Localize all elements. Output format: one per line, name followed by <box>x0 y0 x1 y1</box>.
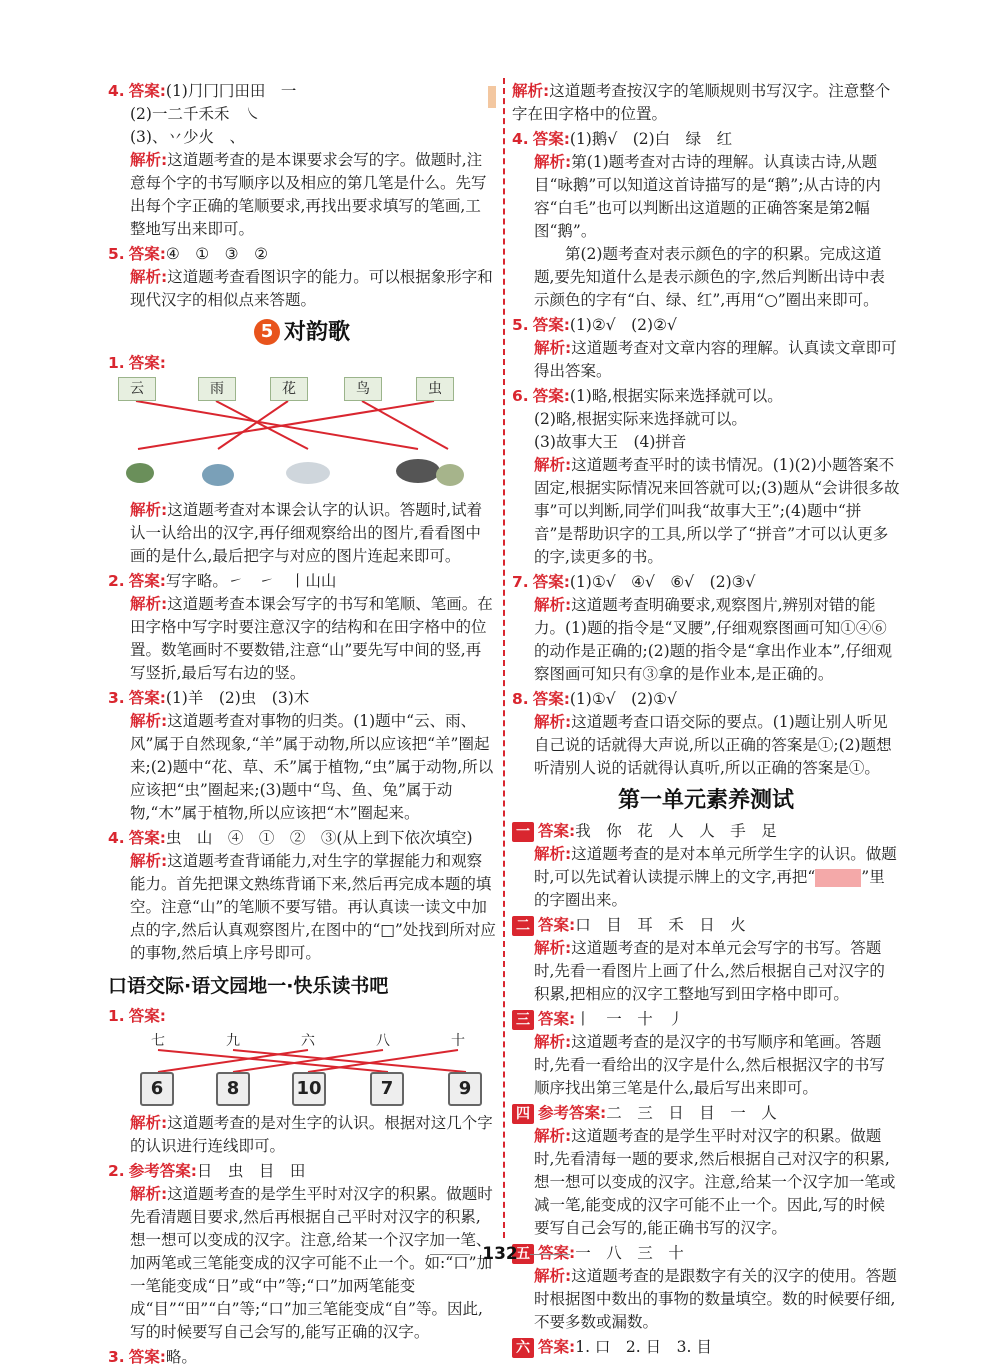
word-box: 虫 <box>416 377 454 401</box>
footer-rule <box>430 1254 470 1255</box>
word-box: 雨 <box>198 377 236 401</box>
unit-item-2: 二 答案:口 目 耳 禾 日 火 解析:这道题考查的是对本单元会写字的书写。答题时,先看一看图片上画了什么,然后根据自己对汉字的积累,把相应的汉字工整地写到田字格中即可。 <box>512 914 900 1006</box>
analysis-text: 这道题考查的是学生平时对汉字的积累。做题时先看清题目要求,然后再根据自己平时对汉字的积累,想一想可以变成的汉字。注意,给某一个汉字加一笔、加两笔或三笔能变成的汉字可能不止一个。如:“口”加一笔能变成“日”或“中”等;“口”加两笔能变成“目”“田”“白”等;“口”加三笔能变成“自”等。因此,写的时候要写自己会写的,能写正确的汉字。 <box>130 1185 493 1341</box>
matching-figure <box>118 377 496 495</box>
number-word: 七 <box>151 1033 165 1049</box>
word-box: 鸟 <box>344 377 382 401</box>
analysis-text: 这道题考查背诵能力,对生字的掌握能力和观察能力。首先把课文熟练背诵下来,然后再完成本题的填空。注意“山”的笔顺不要写错。再认真读一读文中加点的字,然后认真观察图片,在图中的“□”处找到所对应的事物,然后填上序号即可。 <box>130 852 496 962</box>
answer-item-1: 1. 答案: 云 雨 花 鸟 虫 解析:这道题考查对本课会认字的认识。答题时,试着认一认给出的汉字,再仔细观察给出的图片,看看图中画的是什么,最后把字与对应的图片连起来即可。 <box>108 352 496 568</box>
answer-item-6: 6. 答案:(1)略,根据实际来选择就可以。 (2)略,根据实际来选择就可以。 (3)故事大王 (4)拼音 解析:这道题考查平时的读书情况。(1)(2)小题答案不固定,根据实际情况来回答就可以;(3)题从“会讲很多故事”可以判断,同学们叫我“故事大王”;(4)题中“拼音”是帮助识字的工具,所以学了“拼音”才可以认更多的字,读更多的书。 <box>512 387 900 566</box>
calendar-icon: 8 <box>216 1072 250 1106</box>
unit-item-5: 五 答案:一 八 三 十 解析:这道题考查的是跟数字有关的汉字的使用。答题时根据图中数出的事物的数量填空。数的时候要仔细,不要多数或漏数。 <box>512 1242 900 1334</box>
analysis-text: 这道题考查明确要求,观察图片,辨别对错的能力。(1)题的指令是“叉腰”,仔细观察图画可知①④⑥的动作是正确的;(2)题的指令是“拿出作业本”,仔细观察图画可知只有③拿的是作业本,是正确的。 <box>534 596 892 683</box>
answer-item-1b: 1. 答案: 七 九 六 八 十 6 8 10 7 9 解析:这道题考查的是对生字的认识。根据对这几个字的认识进行连线即可。 <box>108 1005 496 1158</box>
answer-item-4: 4. 答案:(1)⺆冂冂田田 一 (2)⼀二千禾禾 ㇏ (3)、丷少火 、 解析:这道题考查的是本课要求会写的字。做题时,注意每个字的书写顺序以及相应的第几笔是什么。先写出每个字正确的笔顺要求,再找出要求填写的笔画,工整地写出来即可。 <box>108 80 496 241</box>
answer-line: (3)、丷少火 、 <box>130 128 245 146</box>
analysis-text: 这道题考查对事物的归类。(1)题中“云、雨、风”属于自然现象,“羊”属于动物,所以应该把“羊”圈起来;(2)题中“花、草、禾”属于植物,“虫”属于动物,所以应该把“虫”圈起来;(3)题中“鸟、鱼、兔”属于动物,“木”属于植物,所以应该把“木”圈起来。 <box>130 712 494 822</box>
page-number: 132 <box>482 1244 518 1264</box>
column-divider <box>503 78 505 1238</box>
analysis-text: 第(2)题考查对表示颜色的字的积累。完成这道题,要先知道什么是表示颜色的字,然后判断出诗中表示颜色的字有“白、绿、红”,再用“○”圈出来即可。 <box>534 245 885 309</box>
word-box: 云 <box>118 377 156 401</box>
answer-item-2: 2. 答案:写字略。㇀ ㇀ 丨山山 解析:这道题考查本课会写字的书写和笔顺、笔画。在田字格中写字时要注意汉字的结构和在田字格中的位置。数笔画时不要数错,注意“山”要先写中间的竖,再写竖折,最后写右边的竖。 <box>108 572 493 682</box>
left-column <box>108 80 496 1371</box>
rain-cloud-picture <box>396 459 440 483</box>
answer-item-2b: 2. 参考答案:日 虫 目 田 解析:这道题考查的是学生平时对汉字的积累。做题时先看清题目要求,然后再根据自己平时对汉字的积累,想一想可以变成的汉字。注意,给某一个汉字加一笔、加两笔或三笔能变成的汉字可能不止一个。如:“口”加一笔能变成“日”或“中”等;“口”加两笔能变成“目”“田”“白”等;“口”加三笔能变成“自”等。因此,写的时候要写自己会写的,能写正确的汉字。 <box>108 1162 493 1341</box>
number-word: 六 <box>301 1033 315 1049</box>
answer-item-4: 4. 答案:(1)鹅√ (2)白 绿 红 解析:第(1)题考查对古诗的理解。认真读古诗,从题目“咏鹅”可以知道这首诗描写的是“鹅”;从古诗的内容“白毛”也可以判断出这道题的正确答案是第2幅图“鹅”。 第(2)题考查对表示颜色的字的积累。完成这道题,要先知道什么是表示颜色的字,然后判断出诗中表示颜色的字有“白、绿、红”,再用“○”圈出来即可。 <box>512 128 900 312</box>
analysis-text: 这道题考查的是本课要求会写的字。做题时,注意每个字的书写顺序以及相应的第几笔是什么。先写出每个字正确的笔顺要求,再找出要求填写的笔画,工整地写出来即可。 <box>130 151 487 238</box>
analysis-text: 这道题考查按汉字的笔顺规则书写汉字。注意整个字在田字格中的位置。 <box>512 82 891 123</box>
answer-item-continued: 解析:这道题考查按汉字的笔顺规则书写汉字。注意整个字在田字格中的位置。 <box>512 82 891 123</box>
analysis-text: 这道题考查本课会写字的书写和笔顺、笔画。在田字格中写字时要注意汉字的结构和在田字格中的位置。数笔画时不要数错,注意“山”要先写中间的竖,再写竖折,最后写右边的竖。 <box>130 595 493 682</box>
caterpillar-picture <box>126 463 154 483</box>
unit-test-title: 第一单元素养测试 <box>617 788 794 813</box>
number-word: 九 <box>226 1033 240 1049</box>
answer-item-5: 5. 答案:④ ① ③ ② 解析:这道题考查看图识字的能力。可以根据象形字和现代汉字的相似点来答题。 <box>108 245 493 309</box>
answer-item-3b: 3. 答案:略。 <box>108 1348 197 1366</box>
lesson-number-badge: 5 <box>254 319 280 345</box>
cloud-picture <box>286 462 330 484</box>
flower-bird-picture <box>436 464 464 486</box>
bird-picture <box>202 464 234 486</box>
analysis-text: 这道题考查口语交际的要点。(1)题让别人听见自己说的话就得大声说,所以正确的答案是①;(2)题想听清别人说的话就得认真听,所以正确的答案是①。 <box>534 713 892 777</box>
unit-item-1: 一 答案:我 你 花 人 人 手 足 解析:这道题考查的是对本单元所学生字的认识。做题时,可以先试着认读提示牌上的文字,再把“ ”里的字圈出来。 <box>512 820 900 912</box>
analysis-text: 这道题考查平时的读书情况。(1)(2)小题答案不固定,根据实际情况来回答就可以;(3)题从“会讲很多故事”可以判断,同学们叫我“故事大王”;(4)题中“拼音”是帮助识字的工具,所以学了“拼音”才可以认更多的字,读更多的书。 <box>534 456 900 566</box>
analysis-text: 这道题考查对本课会认字的认识。答题时,试着认一认给出的汉字,再仔细观察给出的图片,看看图中画的是什么,最后把字与对应的图片连起来即可。 <box>130 501 483 565</box>
analysis-text: 这道题考查的是跟数字有关的汉字的使用。答题时根据图中数出的事物的数量填空。数的时候要仔细,不要多数或漏数。 <box>534 1267 897 1331</box>
calendar-icon: 7 <box>370 1072 404 1106</box>
analysis-text: 这道题考查的是对生字的认识。根据对这几个字的认识进行连线即可。 <box>130 1114 493 1155</box>
page-footer <box>0 1244 1000 1264</box>
analysis-text: 这道题考查对文章内容的理解。认真读文章即可得出答案。 <box>534 339 897 380</box>
lesson-title: 5 对韵歌 <box>108 316 496 350</box>
unit-item-4: 四 参考答案:二 三 日 目 一 人 解析:这道题考查的是学生平时对汉字的积累。做题时,先看清每一题的要求,然后根据自己对汉字的积累,想一想可以变成的汉字。注意,给某一个汉字加一笔或减一笔,能变成的汉字可能不止一个。因此,写的时候要写自己会写的,能正确书写的汉字。 <box>512 1102 900 1240</box>
number-word: 八 <box>376 1033 390 1049</box>
answer-item-4b: 4. 答案:虫 山 ④ ① ② ③(从上到下依次填空) 解析:这道题考查背诵能力,对生字的掌握能力和观察能力。首先把课文熟练背诵下来,然后再完成本题的填空。注意“山”的笔顺不要写错。再认真读一读文中加点的字,然后认真观察图片,在图中的“□”处找到所对应的事物,然后填上序号即可。 <box>108 829 496 962</box>
right-column <box>512 80 900 1361</box>
analysis-text: 这道题考查的是学生平时对汉字的积累。做题时,先看清每一题的要求,然后根据自己对汉字的积累,想一想可以变成的汉字。注意,给某一个汉字加一笔或减一笔,能变成的汉字可能不止一个。因此,写的时候要写自己会写的,能正确书写的汉字。 <box>534 1127 896 1237</box>
analysis-text: 这道题考查的是对本单元会写字的书写。答题时,先看一看图片上画了什么,然后根据自己对汉字的积累,把相应的汉字工整地写到田字格中即可。 <box>534 939 885 1003</box>
sign-card-icon <box>815 869 861 887</box>
answer-line: (1)⺆冂冂田田 一 <box>165 82 297 100</box>
answer-item-8: 8. 答案:(1)①√ (2)①√ 解析:这道题考查口语交际的要点。(1)题让别人听见自己说的话就得大声说,所以正确的答案是①;(2)题想听清别人说的话就得认真听,所以正确的答案是①。 <box>512 690 892 777</box>
unit-item-3: 三 答案:丨 一 十 丿 解析:这道题考查的是汉字的书写顺序和笔画。答题时,先看一看给出的汉字是什么,然后根据汉字的书写顺序找出第三笔是什么,最后写出来即可。 <box>512 1008 900 1100</box>
word-box: 花 <box>270 377 308 401</box>
unit-item-6: 六 答案:1. 口 2. 日 3. 目 <box>512 1336 900 1359</box>
analysis-text: 这道题考查看图识字的能力。可以根据象形字和现代汉字的相似点来答题。 <box>130 268 493 309</box>
section-title: 口语交际·语文园地一·快乐读书吧 <box>108 975 389 997</box>
answer-line: (2)⼀二千禾禾 ㇏ <box>130 105 261 123</box>
number-word: 十 <box>451 1033 465 1049</box>
analysis-text: 这道题考查的是汉字的书写顺序和笔画。答题时,先看一看给出的汉字是什么,然后根据汉字的书写顺序找出第三笔是什么,最后写出来即可。 <box>534 1033 885 1097</box>
calendar-icon: 9 <box>448 1072 482 1106</box>
answer-item-3: 3. 答案:(1)羊 (2)虫 (3)木 解析:这道题考查对事物的归类。(1)题中“云、雨、风”属于自然现象,“羊”属于动物,所以应该把“羊”圈起来;(2)题中“花、草、禾”属于植物,“虫”属于动物,所以应该把“虫”圈起来;(3)题中“鸟、鱼、兔”属于动物,“木”属于植物,所以应该把“木”圈起来。 <box>108 689 494 822</box>
answer-item-5: 5. 答案:(1)②√ (2)②√ 解析:这道题考查对文章内容的理解。认真读文章即可得出答案。 <box>512 316 897 380</box>
calendar-icon: 6 <box>140 1072 174 1106</box>
number-matching-figure <box>118 1030 496 1106</box>
answer-item-7: 7. 答案:(1)①√ ④√ ⑥√ (2)③√ 解析:这道题考查明确要求,观察图片,辨别对错的能力。(1)题的指令是“叉腰”,仔细观察图画可知①④⑥的动作是正确的;(2)题的指令是“拿出作业本”,仔细观察图画可知只有③拿的是作业本,是正确的。 <box>512 573 892 683</box>
calendar-icon: 10 <box>292 1072 326 1106</box>
analysis-text: 第(1)题考查对古诗的理解。认真读古诗,从题目“咏鹅”可以知道这首诗描写的是“鹅”;从古诗的内容“白毛”也可以判断出这道题的正确答案是第2幅图“鹅”。 <box>534 153 881 240</box>
footer-rule <box>530 1254 570 1255</box>
